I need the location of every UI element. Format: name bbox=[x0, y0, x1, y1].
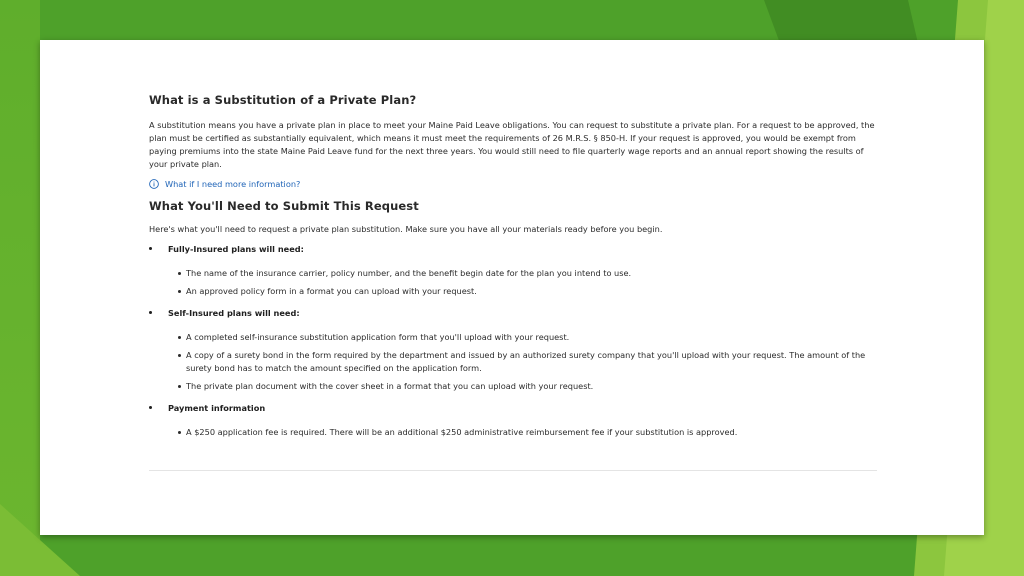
more-info-link-label[interactable]: What if I need more information? bbox=[165, 179, 301, 189]
requirements-intro: Here's what you'll need to request a private plan substitution. Make sure you have all your materials ready before you begin. bbox=[149, 224, 663, 234]
section-title-substitution: What is a Substitution of a Private Plan? bbox=[149, 93, 417, 107]
requirements-list bbox=[149, 242, 877, 439]
background-left-band bbox=[0, 0, 40, 576]
content-card bbox=[40, 40, 984, 535]
list-item: The name of the insurance carrier, policy number, and the benefit begin date for the plan you intend to use. bbox=[178, 267, 877, 280]
group-label: Self-Insured plans will need: bbox=[149, 306, 877, 319]
requirement-group-fully-insured bbox=[149, 242, 877, 298]
list-item: The private plan document with the cover sheet in a format that you can upload with your request. bbox=[178, 380, 877, 393]
main-content bbox=[149, 93, 877, 447]
group-items bbox=[149, 426, 877, 439]
list-item: An approved policy form in a format you can upload with your request. bbox=[178, 285, 877, 298]
requirement-group-self-insured bbox=[149, 306, 877, 393]
group-label: Payment information bbox=[149, 401, 877, 414]
list-item: A $250 application fee is required. There will be an additional $250 administrative reimbursement fee if your substitution is approved. bbox=[178, 426, 877, 439]
more-info-link[interactable] bbox=[149, 179, 877, 189]
substitution-description: A substitution means you have a private plan in place to meet your Maine Paid Leave obligations. You can request to substitute a private plan. For a request to be approved, the plan must be certified as substantially equivalent, which means it must meet the requirements of 26 M.R.S. § 850-H. If your request is approved, you would be exempt from paying premiums into the state Maine Paid Leave fund for the next three years. You would still need to file quarterly wage reports and an annual report showing the results of your private plan. bbox=[149, 120, 875, 169]
section-title-requirements: What You'll Need to Submit This Request bbox=[149, 199, 419, 213]
list-item: A copy of a surety bond in the form required by the department and issued by an authorized surety company that you'll upload with your request. The amount of the surety bond has to match the amount specified on the application form. bbox=[178, 349, 877, 375]
group-items bbox=[149, 267, 877, 298]
info-circle-icon bbox=[149, 179, 159, 189]
list-item: A completed self-insurance substitution application form that you'll upload with your request. bbox=[178, 331, 877, 344]
content-divider bbox=[149, 470, 877, 471]
group-items bbox=[149, 331, 877, 393]
group-label: Fully-Insured plans will need: bbox=[149, 242, 877, 255]
requirement-group-payment bbox=[149, 401, 877, 439]
